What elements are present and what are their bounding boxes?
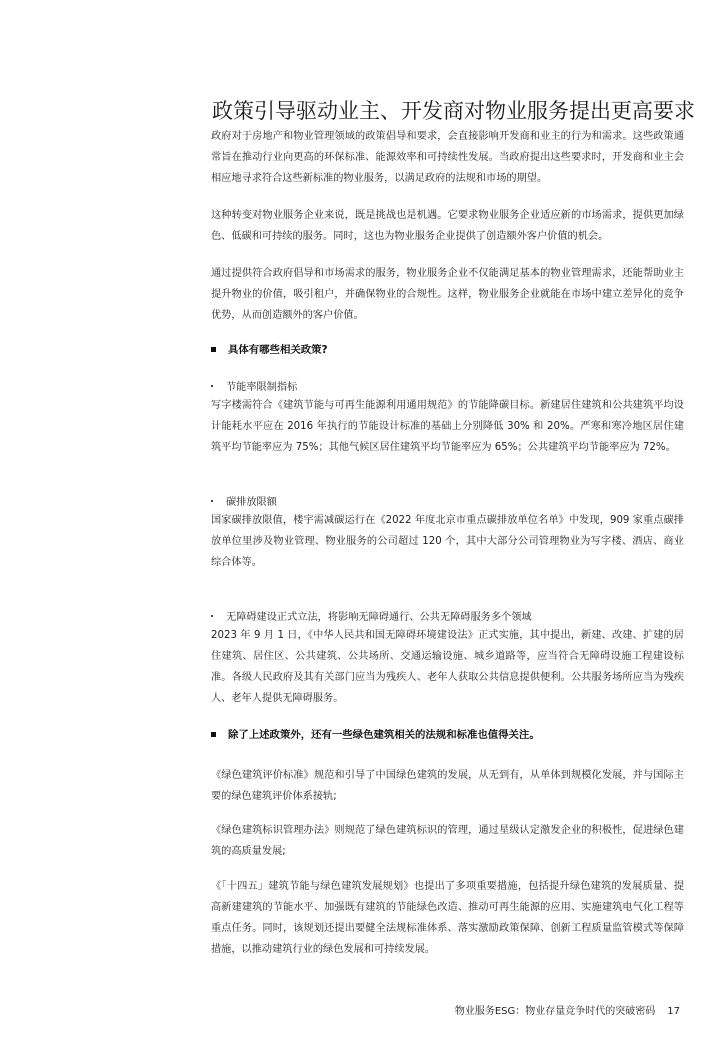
policy-text-energy: 写字楼需符合《建筑节能与可再生能源利用通用规范》的节能降碳目标。新建居住建筑和公共建筑平均设计能耗水平应在 2016 年执行的节能设计标准的基础上分别降低 30% 和 20%。严寒和寒冷地区居住建筑平均节能率应为 75%；其他气候区居住建筑平均节能率应为 65%；公共建筑平均节能率应为 72%。 [211, 400, 684, 453]
section-heading-text: 具体有哪些相关政策? [228, 344, 328, 356]
section-heading-text: 除了上述政策外，还有一些绿色建筑相关的法规和标准也值得关注。 [228, 729, 540, 741]
dot-bullet-icon [211, 500, 213, 502]
green-paragraph-2: 《绿色建筑标识管理办法》则规范了绿色建筑标识的管理，通过星级认定激发企业的积极性，促进绿色建筑的高质量发展; [211, 825, 684, 857]
dot-bullet-icon [211, 385, 213, 387]
intro-paragraph-1: 政府对于房地产和物业管理领域的政策倡导和要求，会直接影响开发商和业主的行为和需求。这些政策通常旨在推动行业向更高的环保标准、能源效率和可持续性发展。当政府提出这些要求时，开发商和业主会相应地寻求符合这些新标准的物业服务，以满足政府的法规和市场的期望。 [211, 131, 684, 184]
square-bullet-icon [211, 732, 216, 737]
policy-title-text: 无障碍建设正式立法，将影响无障碍通行、公共无障碍服务多个领域 [226, 612, 532, 623]
section-heading-green-building [211, 725, 684, 745]
intro-paragraph-2: 这种转变对物业服务企业来说，既是挑战也是机遇。它要求物业服务企业适应新的市场需求，提供更加绿色、低碳和可持续的服务。同时，这也为物业服务企业提供了创造额外客户价值的机会。 [211, 210, 684, 242]
policy-title-text: 节能率限制指标 [226, 382, 298, 393]
green-paragraph-3: 《「十四五」建筑节能与绿色建筑发展规划》也提出了多项重要措施，包括提升绿色建筑的发展质量、提高新建建筑的节能水平、加强既有建筑的节能绿色改造、推动可再生能源的应用、实施建筑电气化工程等重点任务。同时，该规划还提出要健全法规标准体系、落实激励政策保障、创新工程质量监管模式等保障措施，以推动建筑行业的绿色发展和可持续发展。 [211, 881, 684, 955]
policy-text-carbon: 国家碳排放限值，楼宇需减碳运行在《2022 年度北京市重点碳排放单位名单》中发现，909 家重点碳排放单位里涉及物业管理、物业服务的公司超过 120 个，其中大部分公司管理物业为写字楼、酒店、商业综合体等。 [211, 515, 684, 568]
footer-report-title: 物业服务ESG：物业存量竞争时代的突破密码 [454, 1006, 656, 1017]
square-bullet-icon [211, 347, 216, 352]
page-number: 17 [667, 1006, 680, 1017]
section-heading-policies [211, 340, 684, 360]
green-paragraph-1: 《绿色建筑评价标准》规范和引导了中国绿色建筑的发展，从无到有，从单体到规模化发展，并与国际主要的绿色建筑评价体系接轨; [211, 770, 684, 802]
intro-paragraph-3: 通过提供符合政府倡导和市场需求的服务，物业服务企业不仅能满足基本的物业管理需求，还能帮助业主提升物业的价值，吸引租户，并确保物业的合规性。这样，物业服务企业就能在市场中建立差异化的竞争优势，从而创造额外的客户价值。 [211, 268, 684, 321]
dot-bullet-icon [211, 615, 213, 617]
policy-text-accessibility: 2023 年 9 月 1 日，《中华人民共和国无障碍环境建设法》正式实施，其中提出，新建、改建、扩建的居住建筑、居住区、公共建筑、公共场所、交通运输设施、城乡道路等，应当符合无障碍设施工程建设标准。各级人民政府及其有关部门应当为残疾人、老年人获取公共信息提供便利。公共服务场所应当为残疾人、老年人提供无障碍服务。 [211, 630, 684, 704]
policy-title-text: 碳排放限额 [226, 497, 277, 508]
page-title: 政策引导驱动业主、开发商对物业服务提出更高要求 [212, 99, 695, 124]
page-footer [400, 1004, 680, 1020]
